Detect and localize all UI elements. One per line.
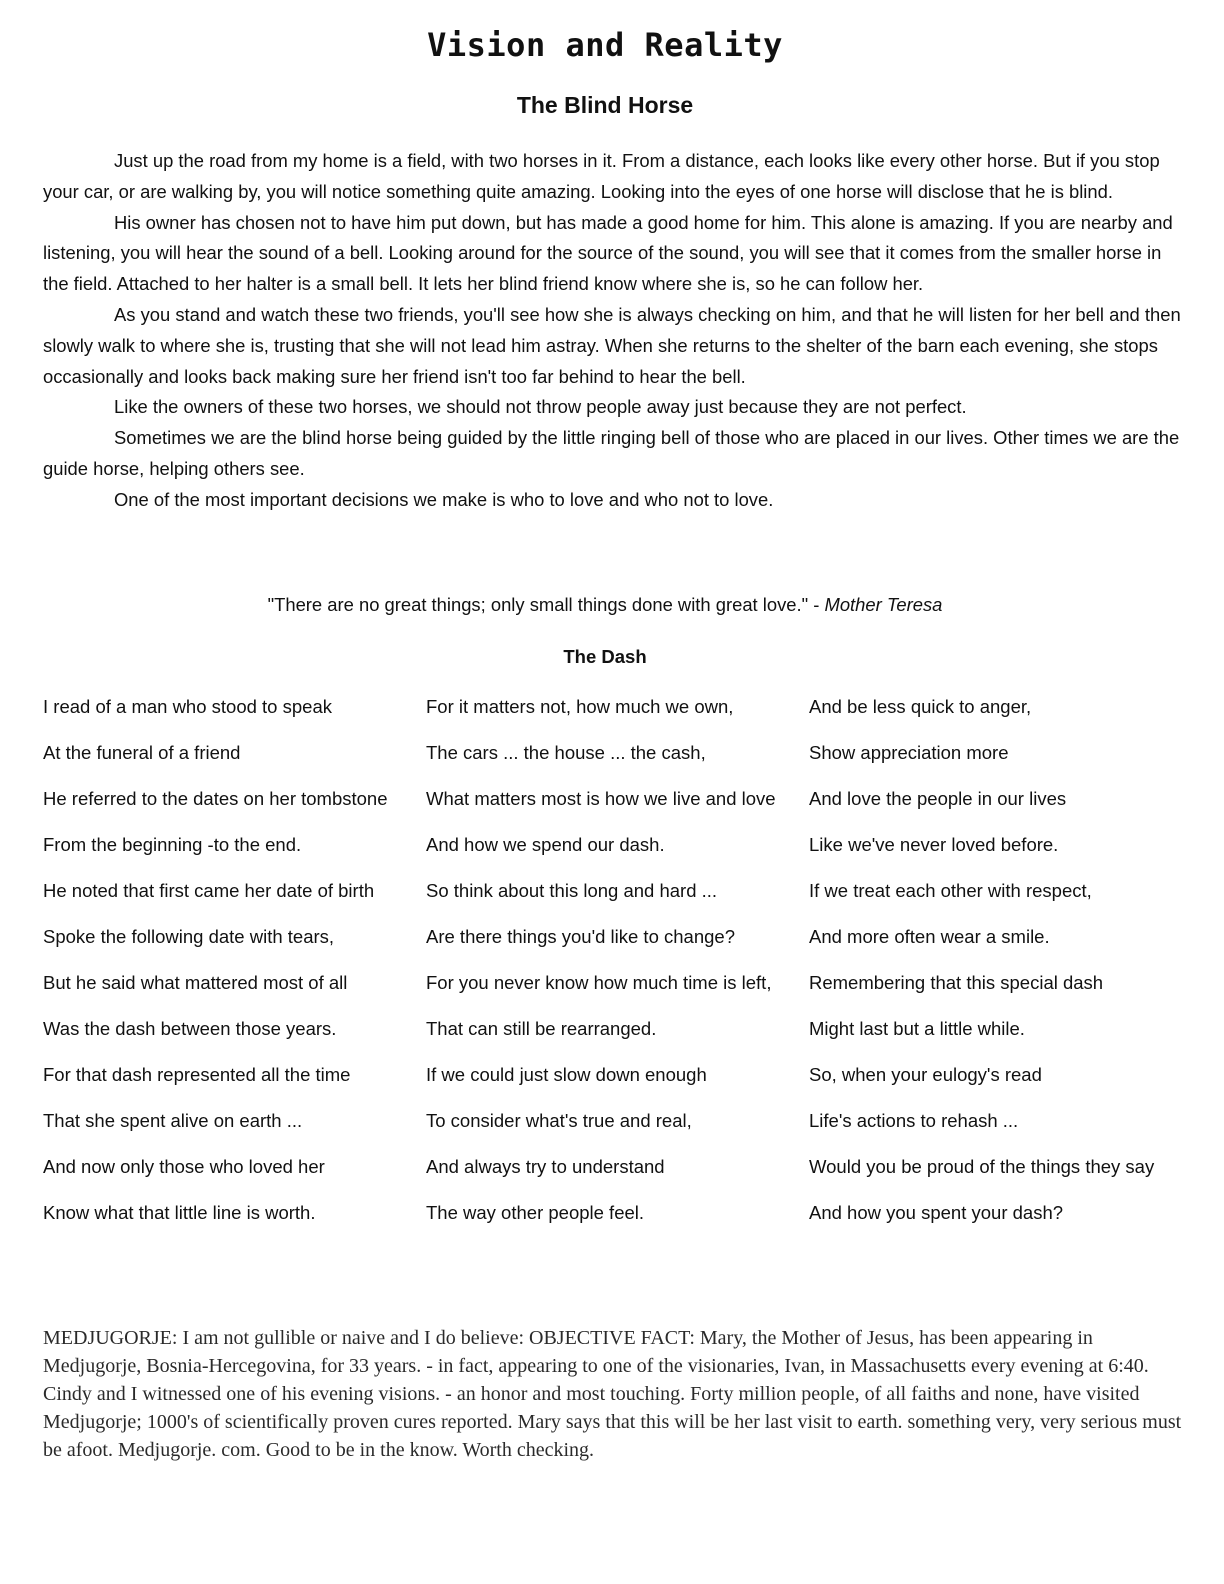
poem-line: Like we've never loved before. (809, 834, 1059, 855)
poem-line: And more often wear a smile. (809, 926, 1050, 947)
poem-line: To consider what's true and real, (426, 1110, 692, 1131)
poem-line: So, when your eulogy's read (809, 1064, 1042, 1085)
poem-line: Spoke the following date with tears, (43, 926, 335, 947)
story-paragraph: His owner has chosen not to have him put down, but has made a good home for him. This alone is amazing. If you are nearby and listening, you will hear the sound of a bell. Looking around for the source of the sound, you will see that it comes from the smaller horse in the field. Attached to her halter is a small bell. It lets her blind friend know where she is, so he can follow her. (43, 211, 1173, 295)
poem-line: Would you be proud of the things they say (809, 1156, 1155, 1177)
poem-line: I read of a man who stood to speak (43, 696, 332, 717)
poem-line: Show appreciation more (809, 742, 1009, 763)
poem-line: For you never know how much time is left, (426, 972, 772, 993)
poem-line: For that dash represented all the time (43, 1064, 351, 1085)
poem-line: At the funeral of a friend (43, 742, 241, 763)
poem-line: And how we spend our dash. (426, 834, 665, 855)
quote-author: Mother Teresa (824, 594, 943, 615)
poem-line: Life's actions to rehash ... (809, 1110, 1019, 1131)
poem-line: From the beginning -to the end. (43, 834, 302, 855)
poem-line: Are there things you'd like to change? (426, 926, 735, 947)
poem-line: Was the dash between those years. (43, 1018, 337, 1039)
poem-line: Might last but a little while. (809, 1018, 1025, 1039)
poem-line: And now only those who loved her (43, 1156, 325, 1177)
story-paragraph: One of the most important decisions we make is who to love and who not to love. (114, 488, 774, 510)
poem-line: That can still be rearranged. (426, 1018, 657, 1039)
story-paragraph: Just up the road from my home is a field, with two horses in it. From a distance, each looks like every other horse. But if you stop your car, or are walking by, you will notice something quite amazing. Looking into the eyes of one horse will disclose that he is blind. (43, 150, 1160, 202)
poem-line: Remembering that this special dash (809, 972, 1104, 993)
poem-line: And be less quick to anger, (809, 696, 1032, 717)
story-paragraph: Like the owners of these two horses, we should not throw people away just because they are not perfect. (114, 396, 967, 418)
poem-line: If we could just slow down enough (426, 1064, 707, 1085)
poem-line: And how you spent your dash? (809, 1202, 1064, 1223)
poem-line: And always try to understand (426, 1156, 665, 1177)
medjugorje-note: MEDJUGORJE: I am not gullible or naive and I do believe: OBJECTIVE FACT: Mary, the Mother of Jesus, has been appearing in Medjugorje, Bosnia-Hercegovina, for 33 years. - in fact, appearing to one of the visionaries, Ivan, in Massachusetts every evening at 6:40. Cindy and I witnessed one of his evening visions. - an honor and most touching. Forty million people, of all faiths and none, have visited Medjugorje; 1000's of scientifically proven cures reported. Mary says that this will be her last visit to earth. something very, very serious must be afoot. Medjugorje. com. Good to be in the know. Worth checking. (43, 1327, 1182, 1461)
poem-line: The way other people feel. (426, 1202, 645, 1223)
poem-line: The cars ... the house ... the cash, (426, 742, 706, 763)
poem-line: If we treat each other with respect, (809, 880, 1092, 901)
poem-line: That she spent alive on earth ... (43, 1110, 303, 1131)
blind-horse-story (43, 146, 1183, 516)
quote-text: "There are no great things; only small things done with great love." - (267, 594, 825, 615)
poem-line: So think about this long and hard ... (426, 880, 718, 901)
dash-poem-heading: The Dash (563, 646, 647, 667)
poem-line: What matters most is how we live and love (426, 788, 776, 809)
poem-column-1 (43, 694, 403, 1246)
story-paragraph: As you stand and watch these two friends, you'll see how she is always checking on him, and that he will listen for her bell and then slowly walk to where she is, trusting that she will not lead him astray. When she returns to the shelter of the barn each evening, she stops occasionally and looks back making sure her friend isn't too far behind to hear the bell. (43, 303, 1181, 387)
quote (0, 594, 1210, 616)
poem-line: Know what that little line is worth. (43, 1202, 316, 1223)
poem-column-2 (426, 694, 786, 1246)
poem-line: But he said what mattered most of all (43, 972, 348, 993)
poem-line: For it matters not, how much we own, (426, 696, 734, 717)
blind-horse-heading: The Blind Horse (516, 92, 694, 118)
poem-line: And love the people in our lives (809, 788, 1067, 809)
poem-column-3 (809, 694, 1169, 1246)
document-title: Vision and Reality (427, 26, 783, 64)
poem-line: He noted that first came her date of birth (43, 880, 375, 901)
story-paragraph: Sometimes we are the blind horse being guided by the little ringing bell of those who are placed in our lives. Other times we are the guide horse, helping others see. (43, 427, 1180, 479)
poem-line: He referred to the dates on her tombstone (43, 788, 388, 809)
